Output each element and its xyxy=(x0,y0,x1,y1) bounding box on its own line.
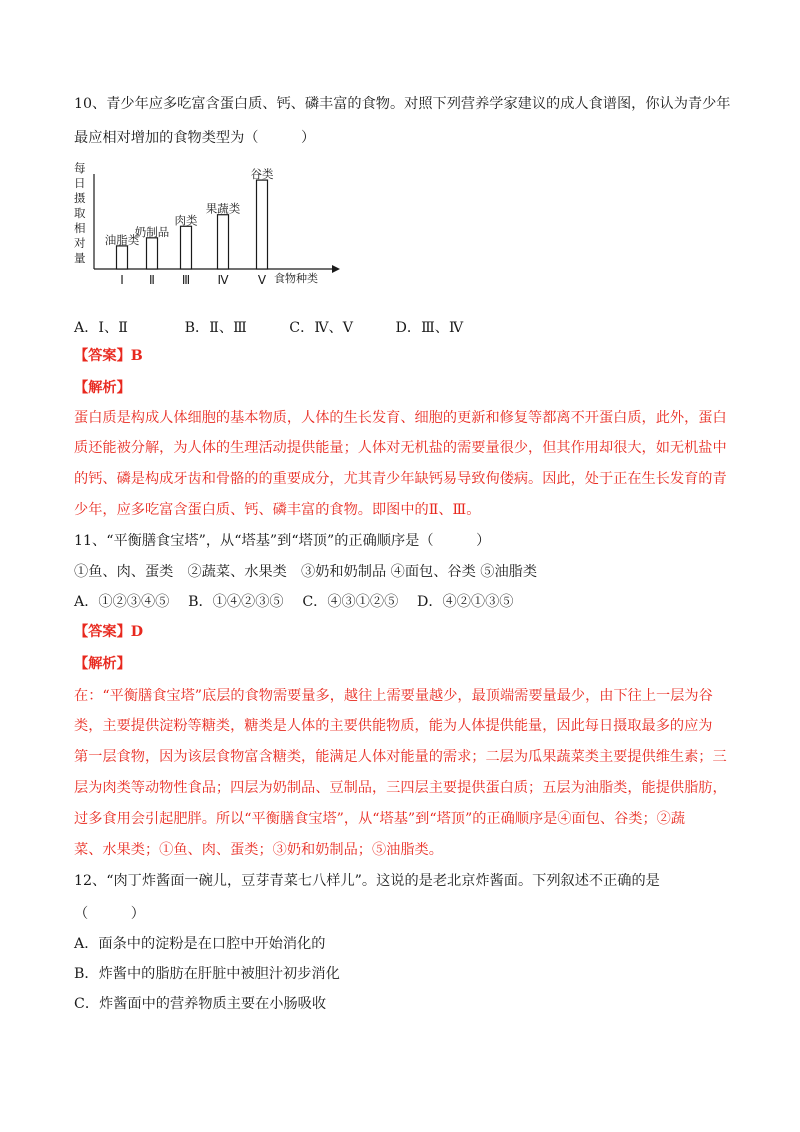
q10-options: A．Ⅰ、Ⅱ B．Ⅱ、Ⅲ C．Ⅳ、Ⅴ D．Ⅲ、Ⅳ xyxy=(74,320,464,336)
food-chart xyxy=(70,160,340,295)
chart-tick-label: Ⅳ xyxy=(217,273,229,287)
chart-tick-label: Ⅲ xyxy=(181,273,191,287)
q12-option-c: C．炸酱面中的营养物质主要在小肠吸收 xyxy=(74,996,327,1012)
q11-items: ①鱼、肉、蛋类 ②蔬菜、水果类 ③奶和奶制品 ④面包、谷类 ⑤油脂类 xyxy=(74,564,538,580)
q10-analysis-line: 质还能被分解，为人体的生理活动提供能量；人体对无机盐的需要量很少，但其作用却很大，如无机盐中 xyxy=(74,440,727,456)
q11-analysis-line: 在：“平衡膳食宝塔”底层的食物需要量多，越往上需要量越少，最顶端需要量最少，由下往上一层为谷 xyxy=(74,688,713,704)
chart-y-axis-label: 每日摄取相对量 xyxy=(74,161,86,265)
q11-analysis-line: 类，主要提供淀粉等糖类，糖类是人体的主要供能物质，能为人体提供能量，因此每日摄取最多的应为 xyxy=(74,718,713,734)
chart-bar-label: 奶制品 xyxy=(134,224,170,239)
q11-analysis-line: 菜、水果类；①鱼、肉、蛋类；③奶和奶制品；⑤油脂类。 xyxy=(74,842,443,858)
chart-bar xyxy=(218,215,229,269)
chart-tick-label: Ⅴ xyxy=(257,273,267,287)
chart-bar-label: 油脂类 xyxy=(104,232,140,247)
q12-option-a: A．面条中的淀粉是在口腔中开始消化的 xyxy=(74,936,326,952)
q11-options: A．①②③④⑤ B．①④②③⑤ C．④③①②⑤ D．④②①③⑤ xyxy=(74,594,514,610)
q10-analysis-line: 的钙、磷是构成牙齿和骨骼的的重要成分，尤其青少年缺钙易导致佝偻病。因此，处于正在生长发育的青 xyxy=(74,471,727,487)
q11-analysis-line: 过多食用会引起肥胖。所以“平衡膳食宝塔”，从“塔基”到“塔顶”的正确顺序是④面包、谷类；②蔬 xyxy=(74,811,686,827)
chart-bar xyxy=(117,246,128,269)
q11-analysis-line: 第一层食物，因为该层食物富含糖类，能满足人体对能量的需求；二层为瓜果蔬菜类主要提供维生素；三 xyxy=(74,749,727,765)
q10-answer: 【答案】B xyxy=(74,348,143,364)
q10-analysis-line: 蛋白质是构成人体细胞的基本物质，人体的生长发育、细胞的更新和修复等都离不开蛋白质，此外，蛋白 xyxy=(74,410,727,426)
q11-stem: 11、“平衡膳食宝塔”，从“塔基”到“塔顶”的正确顺序是（ ） xyxy=(74,533,491,549)
q12-stem-line2: （ ） xyxy=(74,906,145,922)
q11-answer: 【答案】D xyxy=(74,624,144,640)
q11-analysis-header: 【解析】 xyxy=(74,656,131,672)
chart-bar xyxy=(181,226,192,269)
chart-tick-label: Ⅱ xyxy=(149,273,155,287)
q10-analysis-line: 少年，应多吃富含蛋白质、钙、磷丰富的食物。即图中的Ⅱ、Ⅲ。 xyxy=(74,502,481,518)
q12-stem-line1: 12、“肉丁炸酱面一碗儿，豆芽青菜七八样儿”。这说的是老北京炸酱面。下列叙述不正确的是 xyxy=(74,873,660,889)
chart-bar xyxy=(147,238,158,269)
q12-option-b: B．炸酱中的脂肪在肝脏中被胆汁初步消化 xyxy=(74,966,340,982)
chart-bar-label: 肉类 xyxy=(174,213,198,228)
q11-analysis-line: 层为肉类等动物性食品；四层为奶制品、豆制品，三四层主要提供蛋白质；五层为油脂类，能提供脂肪， xyxy=(74,780,727,796)
chart-bar xyxy=(257,180,268,269)
chart-tick-label: Ⅰ xyxy=(120,273,124,287)
chart-bar-label: 谷类 xyxy=(250,167,274,182)
chart-bar-label: 果蔬类 xyxy=(205,201,241,216)
chart-x-axis-label: 食物种类 xyxy=(274,272,318,285)
q10-stem-line1: 10、青少年应多吃富含蛋白质、钙、磷丰富的食物。对照下列营养学家建议的成人食谱图，你认为青少年 xyxy=(74,96,731,112)
q10-analysis-header: 【解析】 xyxy=(74,380,131,396)
q10-stem-line2: 最应相对增加的食物类型为（ ） xyxy=(74,130,316,146)
chart-x-axis-arrow xyxy=(332,265,340,273)
